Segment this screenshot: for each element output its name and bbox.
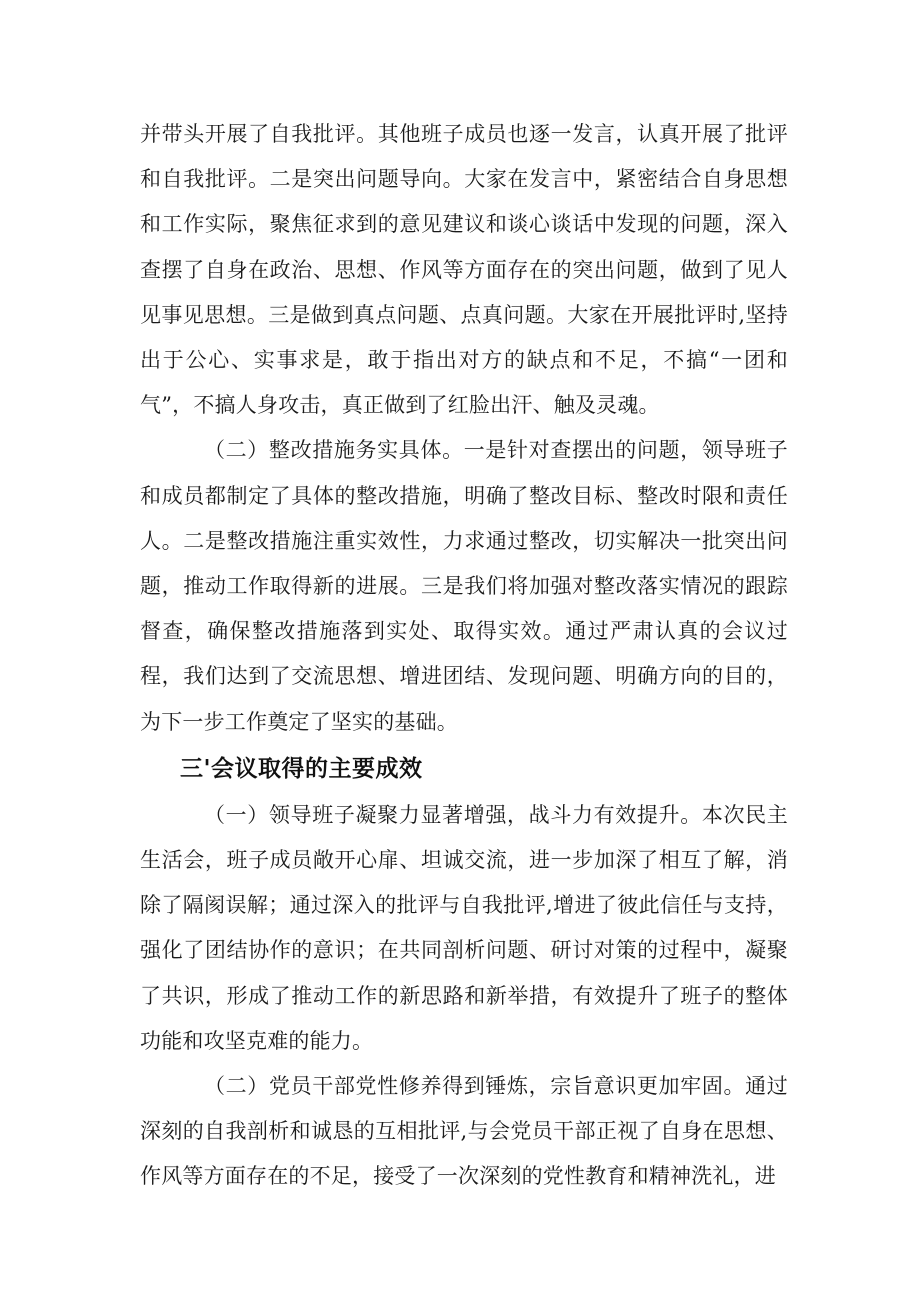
paragraph-cohesion: （一）领导班子凝聚力显著增强，战斗力有效提升。本次民主生活会，班子成员敞开心扉、坦诚交流，进一步加深了相互了解，消除了隔阂误解；通过深入的批评与自我批评,增进了彼此信任与支持，强化了团结协作的意识；在共同剖析问题、研讨对策的过程中，凝聚了共识，形成了推动工作的新思路和新举措，有效提升了班子的整体功能和攻坚克难的能力。 (140, 802, 788, 1053)
document-body (140, 112, 788, 1200)
paragraph-continuation: 并带头开展了自我批评。其他班子成员也逐一发言，认真开展了批评和自我批评。二是突出问题导向。大家在发言中，紧密结合自身思想和工作实际，聚焦征求到的意见建议和谈心谈话中发现的问题，深入查摆了自身在政治、思想、作风等方面存在的突出问题，做到了见人见事见思想。三是做到真点问题、点真问题。大家在开展批评时,坚持出于公心、实事求是，敢于指出对方的缺点和不足，不搞“一团和气”，不搞人身攻击，真正做到了红脸出汗、触及灵魂。 (140, 122, 788, 418)
paragraph-rectification-measures: （二）整改措施务实具体。一是针对查摆出的问题，领导班子和成员都制定了具体的整改措施，明确了整改目标、整改时限和责任人。二是整改措施注重实效性，力求通过整改，切实解决一批突出问题，推动工作取得新的进展。三是我们将加强对整改落实情况的跟踪督查，确保整改措施落到实处、取得实效。通过严肃认真的会议过程，我们达到了交流思想、增进团结、发现问题、明确方向的目的，为下一步工作奠定了坚实的基础。 (140, 438, 788, 734)
section-heading-main-results: 三'会议取得的主要成效 (180, 755, 423, 782)
paragraph-party-spirit: （二）党员干部党性修养得到锤炼，宗旨意识更加牢固。通过深刻的自我剖析和诚恳的互相批评,与会党员干部正视了自身在思想、作风等方面存在的不足，接受了一次深刻的党性教育和精神洗礼，进 (140, 1074, 788, 1189)
